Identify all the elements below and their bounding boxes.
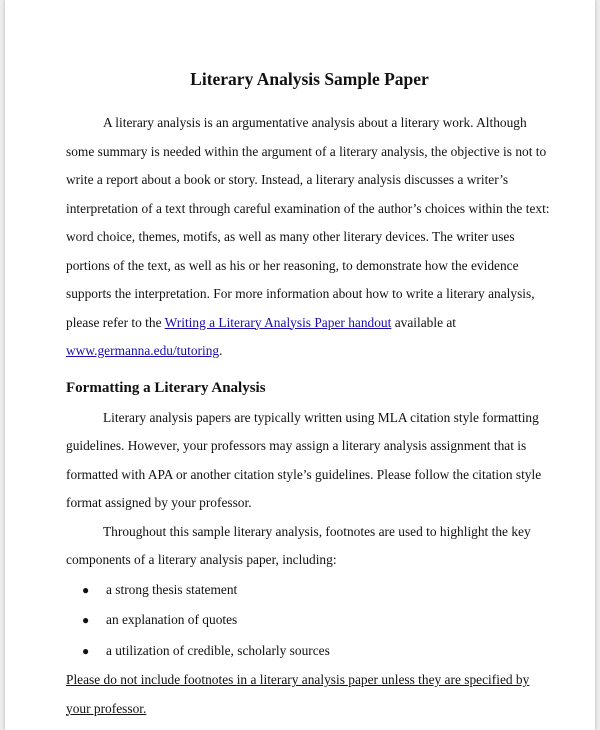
bullet-icon: ● [82, 613, 90, 627]
list-item-text: a strong thesis statement [106, 581, 238, 597]
document-content [66, 66, 553, 723]
intro-text-after-link: available at [391, 314, 457, 330]
footnotes-paragraph: Throughout this sample literary analysis, footnotes are used to highlight the key components of a literary analysis paper, including: [66, 523, 531, 567]
intro-text: A literary analysis is an argumentative analysis about a literary work. Although some summary is needed within the argument of a literary analysis, the objective is not to write a report about a book or story. Instead, a literary analysis discusses a writer’s interpretation of a text through careful examination of the author’s choices within the text: word choice, themes, motifs, as well as many other literary devices. The writer uses portions of the text, as well as his or her reasoning, to demonstrate how the evidence supports the interpretation. For more information about how to write a literary analysis, please refer to the [66, 115, 550, 330]
list-item [66, 575, 553, 606]
document-page [5, 0, 595, 730]
list-item [66, 636, 553, 667]
formatting-paragraph: Literary analysis papers are typically written using MLA citation style formatting guidelines. However, your professors may assign a literary analysis assignment that is formatted with APA or another citation style’s guidelines. Please follow the citation style format assigned by your professor. [66, 409, 542, 510]
list-item-text: a utilization of credible, scholarly sources [106, 642, 330, 658]
components-list [66, 575, 553, 667]
bullet-icon: ● [82, 643, 90, 658]
intro-text-end: . [219, 343, 223, 358]
section-heading: Formatting a Literary Analysis [66, 379, 266, 396]
list-item-text: an explanation of quotes [106, 612, 238, 627]
list-item [66, 605, 553, 636]
tutoring-url-link[interactable]: www.germanna.edu/tutoring [66, 343, 220, 358]
handout-link[interactable]: Writing a Literary Analysis Paper handout [164, 314, 392, 330]
footnote-note: Please do not include footnotes in a literary analysis paper unless they are specified by your professor. [66, 672, 530, 716]
intro-paragraph [66, 109, 553, 366]
bullet-icon: ● [82, 582, 90, 597]
document-title: Literary Analysis Sample Paper [190, 69, 429, 89]
